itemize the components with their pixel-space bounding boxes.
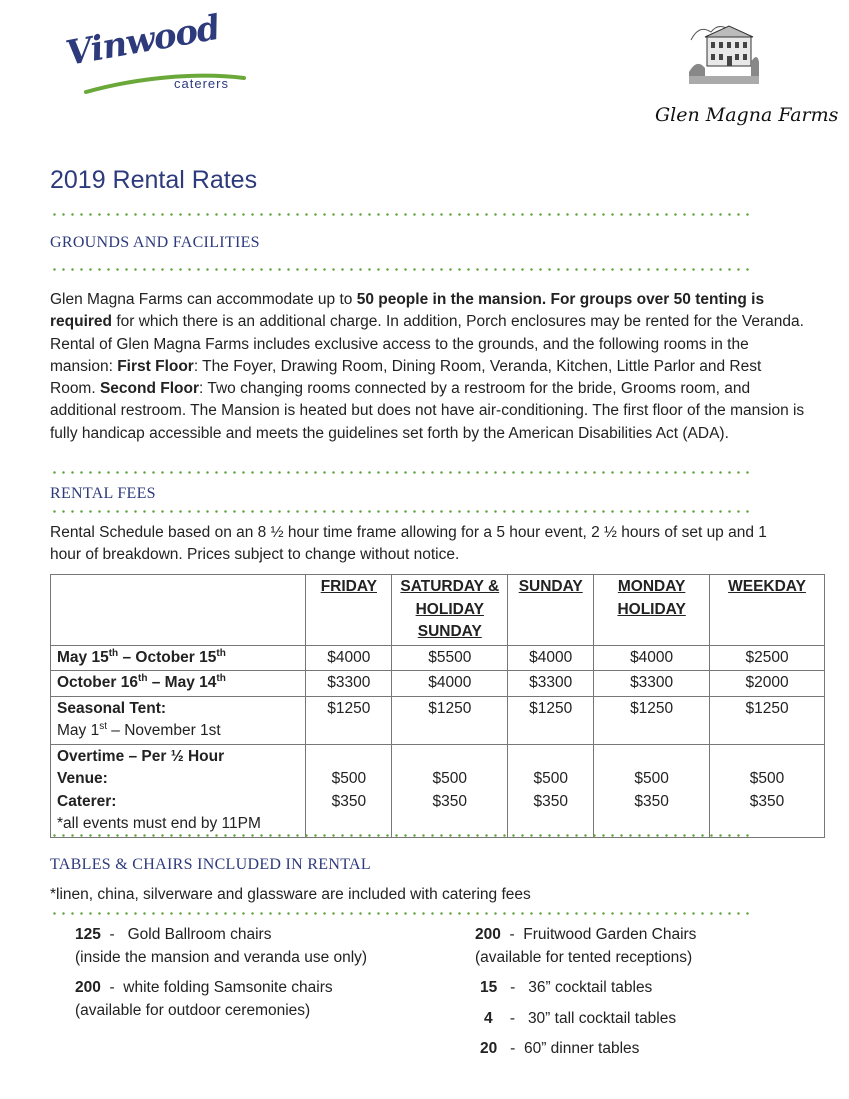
table-cell: $500 $350 <box>594 744 710 837</box>
grounds-heading: GROUNDS AND FACILITIES <box>50 234 260 251</box>
table-cell: $500 $350 <box>306 744 392 837</box>
table-cell: $3300 <box>594 671 710 697</box>
list-item: 125 - Gold Ballroom chairs <box>75 926 272 943</box>
glen-magna-logo <box>649 18 839 133</box>
row-label: May 15th – October 15th <box>51 645 306 671</box>
table-cell: $500 $350 <box>392 744 508 837</box>
table-row <box>51 671 825 697</box>
header-weekday: WEEKDAY <box>710 575 825 646</box>
dotted-divider <box>50 213 755 216</box>
header-saturday-holiday-sunday: SATURDAY & HOLIDAY SUNDAY <box>392 575 508 646</box>
vinwood-logo-name: Vinwood <box>63 7 223 74</box>
page-title: 2019 Rental Rates <box>50 166 258 194</box>
left-items-list <box>75 924 367 1022</box>
table-cell: $3300 <box>306 671 392 697</box>
table-cell: $3300 <box>508 671 594 697</box>
list-item: 200 - white folding Samsonite chairs <box>75 979 333 996</box>
grounds-paragraph: Glen Magna Farms can accommodate up to 50 people in the mansion. For groups over 50 tenting is required for which there is an additional charge. In addition, Porch enclosures may be rented for the Veranda. Rental of Glen Magna Farms includes exclusive access to the grounds, and the following rooms in the mansion: First Floor: The Foyer, Drawing Room, Dining Room, Veranda, Kitchen, Little Parlor and Rest Room. Second Floor: Two changing rooms connected by a restroom for the bride, Grooms room, and additional restroom. The Mansion is heated but does not have air-conditioning. The first floor of the mansion is fully handicap accessible and meets the guidelines set forth by the American Disabilities Act (ADA). <box>50 291 805 442</box>
row-label: October 16th – May 14th <box>51 671 306 697</box>
dotted-divider <box>50 268 755 271</box>
right-items-list <box>475 924 696 1061</box>
list-item-sub: (available for tented receptions) <box>475 948 693 966</box>
table-cell: $4000 <box>594 645 710 671</box>
list-item: 15 - 36” cocktail tables <box>480 979 653 996</box>
row-label: Overtime – Per ½ Hour Venue: Caterer: *all events must end by 11PM <box>51 744 306 837</box>
glen-magna-logo-name: Glen Magna Farms <box>655 104 839 126</box>
list-item-sub: (inside the mansion and veranda use only) <box>75 948 368 966</box>
fees-heading: RENTAL FEES <box>50 485 156 502</box>
table-cell: $2500 <box>710 645 825 671</box>
catering-note: *linen, china, silverware and glassware are included with catering fees <box>50 886 531 903</box>
list-item: 4 - 30” tall cocktail tables <box>484 1009 677 1027</box>
list-item: 200 - Fruitwood Garden Chairs <box>475 926 697 943</box>
dotted-divider <box>50 912 755 915</box>
table-cell: $1250 <box>710 696 825 744</box>
header-monday-holiday: MONDAY HOLIDAY <box>594 575 710 646</box>
table-cell: $500 $350 <box>710 744 825 837</box>
table-row <box>51 645 825 671</box>
row-label: Seasonal Tent: May 1st – November 1st <box>51 696 306 744</box>
table-cell: $4000 <box>392 671 508 697</box>
rental-rates-table <box>50 574 825 838</box>
list-item-sub: (available for outdoor ceremonies) <box>75 1001 311 1019</box>
table-cell: $1250 <box>508 696 594 744</box>
table-cell: $2000 <box>710 671 825 697</box>
table-cell: $5500 <box>392 645 508 671</box>
dotted-divider <box>50 510 755 513</box>
dotted-divider <box>50 471 755 474</box>
table-cell: $1250 <box>392 696 508 744</box>
table-cell: $1250 <box>306 696 392 744</box>
table-cell: $1250 <box>594 696 710 744</box>
mansion-illustration <box>689 22 759 84</box>
header-friday: FRIDAY <box>306 575 392 646</box>
table-row <box>51 744 825 837</box>
vinwood-logo <box>63 7 256 100</box>
list-item: 20 - 60” dinner tables <box>480 1040 640 1057</box>
table-header-row <box>51 575 825 646</box>
dotted-divider <box>50 834 755 837</box>
header-sunday: SUNDAY <box>508 575 594 646</box>
table-cell: $4000 <box>508 645 594 671</box>
vinwood-logo-sub: caterers <box>174 76 229 91</box>
table-row <box>51 696 825 744</box>
table-cell: $4000 <box>306 645 392 671</box>
fees-intro: Rental Schedule based on an 8 ½ hour time frame allowing for a 5 hour event, 2 ½ hours of set up and 1 hour of breakdown. Prices subject to change without notice. <box>50 524 767 564</box>
header-empty <box>51 575 306 646</box>
table-cell: $500 $350 <box>508 744 594 837</box>
tables-heading: TABLES & CHAIRS INCLUDED IN RENTAL <box>50 856 371 873</box>
